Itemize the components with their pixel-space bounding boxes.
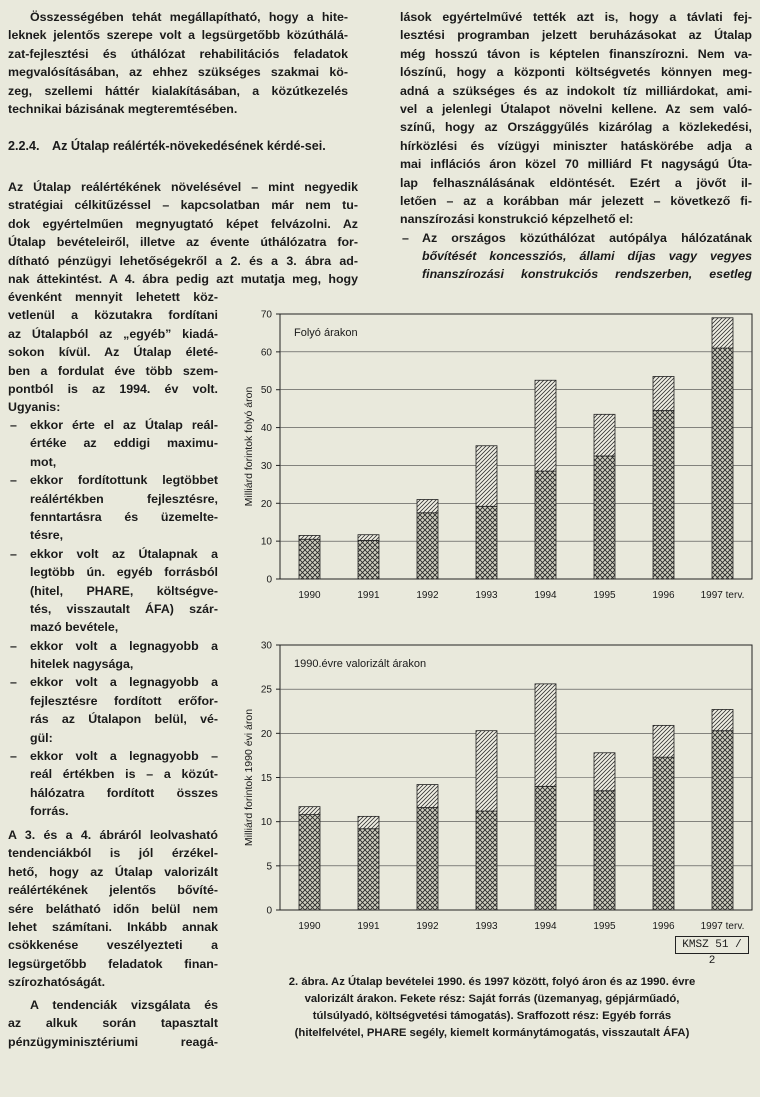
- bar-own-source: [653, 757, 674, 910]
- text-line: legsürgetőbb feladatok finan-: [8, 956, 218, 971]
- text-line: értéke az eddigi maximu-: [30, 436, 218, 451]
- text-line: az alkuk során tapasztalt: [8, 1016, 218, 1031]
- bar-own-source: [299, 815, 320, 910]
- chart-1990-prices: [243, 641, 752, 933]
- text-line: az Útalapból az „egyéb” kiadá-: [8, 326, 218, 341]
- bar-other-source: [417, 785, 438, 808]
- text-line: tendenciákból is jól érzékel-: [8, 846, 218, 861]
- text-line: pontból is az 1994. év volt.: [8, 381, 218, 396]
- text-line: dok egyértelműen megnyugtató képet felvázolni. Az: [8, 216, 358, 231]
- text-line: vetlenül a közutakra fordítani: [8, 308, 218, 323]
- x-tick-label: 1990: [298, 921, 321, 932]
- text-line: – ekkor érte el az Útalap reál-: [30, 418, 218, 432]
- text-line: Az Útalap reálértékének növelésével – mint negyedik: [8, 180, 358, 194]
- text-line: mazó bevétele,: [30, 620, 119, 635]
- bar-other-source: [594, 414, 615, 456]
- bar-own-source: [594, 791, 615, 910]
- y-tick-label: 70: [260, 309, 272, 321]
- bar-other-source: [535, 380, 556, 471]
- text-line: hálózatra fordított összes: [30, 785, 218, 800]
- x-tick-label: 1994: [534, 921, 557, 932]
- bar-other-source: [476, 446, 497, 507]
- text-line: ben a fordulat éve több szem-: [8, 363, 218, 378]
- x-tick-label: 1996: [652, 590, 675, 601]
- text-line: – ekkor volt a legnagyobb a: [30, 675, 218, 690]
- text-line: legtöbb ún. egyéb forrásból: [30, 565, 218, 580]
- y-tick-label: 25: [260, 684, 272, 696]
- text-line: zeg, szellemi háttér kialakításában, a közútkezelés: [8, 83, 348, 98]
- bar-other-source: [653, 376, 674, 410]
- bar-own-source: [417, 513, 438, 579]
- text-line: hírközlési és vízügyi miniszter hatáskörébe adja a: [400, 138, 752, 153]
- bar-other-source: [417, 500, 438, 513]
- text-line: tésre,: [30, 528, 64, 543]
- y-tick-label: 0: [266, 905, 272, 917]
- x-tick-label: 1997 terv.: [700, 590, 745, 601]
- text-line: szírozhatóságát.: [8, 975, 106, 990]
- bar-own-source: [712, 348, 733, 579]
- y-axis-label: Milliárd forintok 1990 évi áron: [243, 708, 255, 847]
- text-line: letően – az a korábban már jelezett – következő fi-: [400, 193, 752, 208]
- y-tick-label: 15: [260, 773, 272, 784]
- y-tick-label: 30: [260, 460, 272, 472]
- text-line: A tendenciák vizsgálata és: [30, 998, 218, 1012]
- text-line: zat-fejlesztési és úthálózat rehabilitációs feladatok: [8, 46, 348, 61]
- x-tick-label: 1997 terv.: [700, 921, 745, 932]
- text-line: lap felhasználásának eldöntését. Ezért a jövőt il-: [400, 175, 752, 190]
- bar-other-source: [712, 318, 733, 348]
- y-tick-label: 10: [260, 817, 272, 829]
- bar-own-source: [535, 786, 556, 910]
- text-line: fenntartásra és üzemelte-: [30, 509, 218, 524]
- text-line: reálértékének jelentős bővíté-: [8, 883, 218, 898]
- text-line: (hitel, PHARE, költségve-: [30, 583, 218, 598]
- x-tick-label: 1995: [593, 590, 616, 601]
- bar-own-source: [712, 731, 733, 910]
- text-line: – ekkor volt a legnagyobb –: [30, 749, 218, 764]
- text-line: reálértékben fejlesztésre,: [30, 491, 218, 506]
- text-line: adná a szükséges és az indokolt tíz milliárdokat, ami-: [400, 83, 752, 98]
- text-line: Útalap bevételeiről, illetve az évente úthálózatra for-: [8, 235, 358, 250]
- y-axis-label: Milliárd forintok folyó áron: [243, 386, 255, 507]
- x-tick-label: 1993: [475, 921, 498, 932]
- text-line: mot,: [30, 454, 57, 469]
- y-tick-label: 5: [266, 861, 272, 873]
- bar-other-source: [358, 535, 379, 541]
- bar-own-source: [594, 456, 615, 579]
- chart-title: Folyó árakon: [294, 327, 358, 339]
- bar-own-source: [476, 506, 497, 579]
- text-line: leknek jelentős szerepe volt a legsürgetőbb közúthálá-: [8, 28, 348, 43]
- text-line: – ekkor volt az Útalapnak a: [30, 546, 218, 561]
- text-line: dítható pénzügyi lehetőségekről a 2. és a 3. ábra ad-: [8, 253, 358, 268]
- caption-line: valorizált árakon. Fekete rész: Saját forrás (üzemanyag, gépjárműadó,: [304, 993, 680, 1005]
- text-line: megvalósításában, az ehhez szükséges szakmai kö-: [8, 65, 348, 80]
- text-line: nanszírozási konstrukció képzelhető el:: [400, 212, 634, 227]
- text-line: tés, visszautalt ÁFA) szár-: [30, 601, 218, 616]
- figure-code: KMSZ 51 / 2: [675, 936, 749, 954]
- x-tick-label: 1996: [652, 921, 675, 932]
- bar-own-source: [535, 471, 556, 579]
- x-tick-label: 1992: [416, 921, 439, 932]
- text-line: A 3. és a 4. ábráról leolvasható: [8, 828, 218, 842]
- text-line: bővítését koncessziós, állami díjas vagy vegyes: [422, 249, 752, 264]
- x-tick-label: 1994: [534, 590, 557, 601]
- bar-other-source: [358, 816, 379, 828]
- bar-own-source: [653, 411, 674, 579]
- x-tick-label: 1993: [475, 590, 498, 601]
- text-line: forrás.: [30, 804, 69, 819]
- bar-own-source: [299, 539, 320, 579]
- x-tick-label: 1995: [593, 921, 616, 932]
- text-line: stratégiai célkitűzéssel – kapcsolatban már nem tu-: [8, 198, 358, 213]
- text-line: lások egyértelművé tették azt is, hogy a távlati fej-: [400, 10, 752, 24]
- text-line: finanszírozási konstrukciós rendszerben, esetleg: [422, 267, 752, 282]
- x-tick-label: 1991: [357, 590, 380, 601]
- text-line: Ugyanis:: [8, 400, 61, 415]
- text-line: – ekkor volt a legnagyobb a: [30, 638, 218, 653]
- text-line: lehet számítani. Inkább annak: [8, 919, 218, 934]
- text-line: – Az országos közúthálózat autópálya hálózatának: [422, 230, 752, 245]
- text-line: mai inflációs áron közel 70 milliárd Ft nagyságú Úta-: [400, 157, 752, 172]
- text-line: hitelek nagysága,: [30, 657, 134, 672]
- y-tick-label: 50: [260, 385, 272, 397]
- figure-caption: [242, 974, 742, 1042]
- text-line: gül:: [30, 730, 53, 745]
- bar-other-source: [299, 807, 320, 815]
- x-tick-label: 1991: [357, 921, 380, 932]
- bar-own-source: [476, 811, 497, 910]
- y-tick-label: 10: [260, 536, 272, 548]
- section-title: Az Útalap reálérték-növekedésének kérdé-sei.: [52, 139, 326, 153]
- bar-other-source: [476, 731, 497, 811]
- plot-frame: [280, 314, 752, 579]
- bar-other-source: [594, 753, 615, 791]
- caption-line: túlsúlyadó, költségvetési támogatás). Sraffozott rész: Egyéb forrás: [312, 1010, 672, 1022]
- text-line: színű, hogy az Országgyűlés kizárólag a közlekedési,: [400, 120, 752, 135]
- bar-other-source: [535, 684, 556, 786]
- text-line: Összességében tehát megállapítható, hogy a hite-: [30, 10, 348, 24]
- text-line: évenként mennyit lehetett köz-: [8, 290, 218, 304]
- text-line: rás az Útalapon belül, vé-: [30, 712, 218, 727]
- bar-other-source: [712, 709, 733, 730]
- x-tick-label: 1990: [298, 590, 321, 601]
- text-line: csökkenése veszélyezteti a: [8, 938, 218, 953]
- bar-own-source: [417, 808, 438, 910]
- y-tick-label: 20: [260, 728, 272, 740]
- y-tick-label: 30: [260, 640, 272, 652]
- text-line: nak áttekintést. A 4. ábra pedig azt mutatja meg, hogy: [8, 271, 358, 286]
- x-tick-label: 1992: [416, 590, 439, 601]
- y-tick-label: 60: [260, 347, 272, 359]
- text-line: sokon kívül. Az Útalap életé-: [8, 345, 218, 360]
- y-tick-label: 0: [266, 574, 272, 586]
- text-line: lesztési programban jelzett beruházásokat az Útalap: [400, 28, 752, 43]
- section-number: 2.2.4.: [8, 139, 40, 153]
- caption-line: (hitelfelvétel, PHARE segély, kiemelt kormánytámogatás, visszautalt ÁFA): [294, 1027, 690, 1039]
- y-tick-label: 40: [260, 423, 272, 435]
- text-line: még hosszú távon is képtelen finanszírozni. Nem va-: [400, 46, 752, 61]
- text-line: sére belátható időn belül nem: [8, 901, 218, 916]
- text-line: vel a jelenlegi Útalapot növelni kellene. Az sem való-: [400, 101, 752, 116]
- bar-own-source: [358, 829, 379, 910]
- bar-other-source: [299, 535, 320, 539]
- text-line: – ekkor fordítottunk legtöbbet: [30, 473, 218, 488]
- bar-own-source: [358, 540, 379, 579]
- text-line: hető, hogy az Útalap valorizált: [8, 864, 218, 879]
- bar-other-source: [653, 725, 674, 757]
- text-line: technikai bázisának megteremtésében.: [8, 101, 238, 116]
- chart-current-prices: [243, 310, 752, 602]
- text-line: reál értékben is – a közút-: [30, 767, 218, 782]
- caption-line: 2. ábra. Az Útalap bevételei 1990. és 1997 között, folyó áron és az 1990. évre: [288, 976, 696, 988]
- text-line: lószínű, hogy a központi költségvetés könnyen meg-: [400, 65, 752, 80]
- text-line: fejlesztésre fordított erőfor-: [30, 693, 218, 708]
- chart-title: 1990.évre valorizált árakon: [294, 658, 427, 670]
- y-tick-label: 20: [260, 498, 272, 510]
- text-line: pénzügyminisztériumi reagá-: [8, 1034, 218, 1049]
